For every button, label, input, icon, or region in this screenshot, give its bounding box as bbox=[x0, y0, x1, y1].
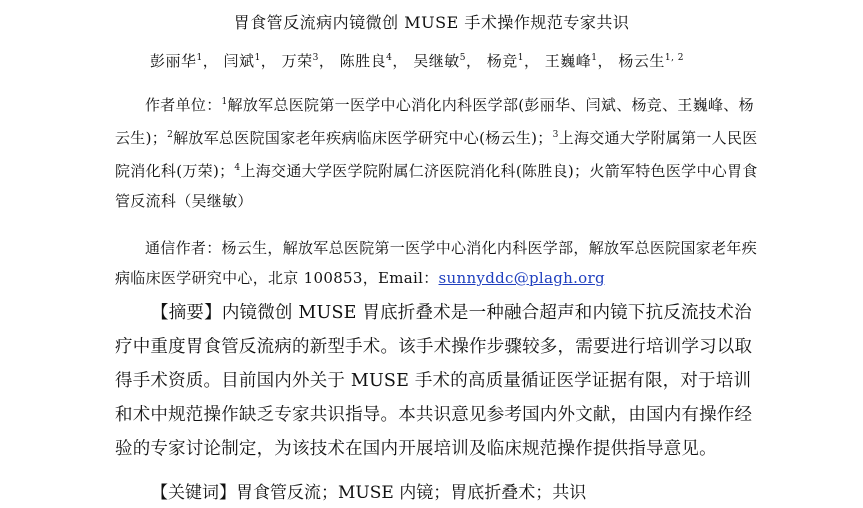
author: 陈胜良$^4$， bbox=[339, 52, 408, 70]
keywords-label: 【关键词】 bbox=[151, 483, 236, 503]
abstract-label: 【摘要】 bbox=[151, 303, 222, 323]
keywords-text: 胃食管反流；MUSE 内镜；胃底折叠术；共识 bbox=[236, 483, 587, 503]
paper-title: 胃食管反流病内镜微创 MUSE 手术操作规范专家共识 bbox=[233, 13, 630, 32]
author-list bbox=[150, 50, 684, 71]
abstract bbox=[115, 296, 763, 466]
author: 杨竞$^1$， bbox=[486, 52, 540, 70]
author: 杨云生$^{1, 2}$ bbox=[618, 52, 685, 70]
affiliation-2: 解放军总医院国家老年疾病临床医学研究中心(杨云生)； bbox=[173, 129, 553, 147]
author: 吴继敏$^5$， bbox=[413, 52, 482, 70]
corresponding-text: 通信作者：杨云生，解放军总医院第一医学中心消化内科医学部，解放军总医院国家老年疾病临床医学研究中心，北京 100853，Email： bbox=[115, 239, 758, 287]
affiliation-lead: 作者单位： bbox=[145, 96, 222, 114]
author: 闫斌$^1$， bbox=[223, 52, 277, 70]
author: 彭丽华$^1$， bbox=[150, 52, 219, 70]
keywords bbox=[115, 478, 763, 508]
affiliation-4: 上海交通大学医学院附属仁济医院消化科(陈胜良)；火箭军特色医学中心胃食管反流科（吴继敏） bbox=[115, 162, 758, 210]
author: 万荣$^3$， bbox=[281, 52, 335, 70]
affiliation-3: 上海交通大学附属第一人民医院消化科(万荣)； bbox=[115, 129, 758, 180]
affiliations: 作者单位：$^1$解放军总医院第一医学中心消化内科医学部(彭丽华、闫斌、杨竞、王巍峰、杨云生)；$^2$解放军总医院国家老年疾病临床医学研究中心(杨云生)；$^3$上海交通大学附属第一人民医院消化科(万荣)；$^4$上海交通大学医学院附属仁济医院消化科(陈胜良)；火箭军特色医学中心胃食管反流科（吴继敏） bbox=[115, 96, 758, 210]
email-link[interactable]: sunnyddc@plagh.org bbox=[438, 269, 605, 287]
corresponding-author bbox=[115, 233, 763, 293]
affiliation-1: 解放军总医院第一医学中心消化内科医学部(彭丽华、闫斌、杨竞、王巍峰、杨云生)； bbox=[115, 96, 754, 147]
abstract-text: 内镜微创 MUSE 胃底折叠术是一种融合超声和内镜下抗反流技术治疗中重度胃食管反流病的新型手术。该手术操作步骤较多，需要进行培训学习以取得手术资质。目前国内外关于 MUSE 手术的高质量循证医学证据有限，对于培训和术中规范操作缺乏专家共识指导。本共识意见参考国内外文献，由国内有操作经验的专家讨论制定，为该技术在国内开展培训及临床规范操作提供指导意见。 bbox=[115, 303, 753, 459]
author: 王巍峰$^1$， bbox=[544, 52, 614, 70]
